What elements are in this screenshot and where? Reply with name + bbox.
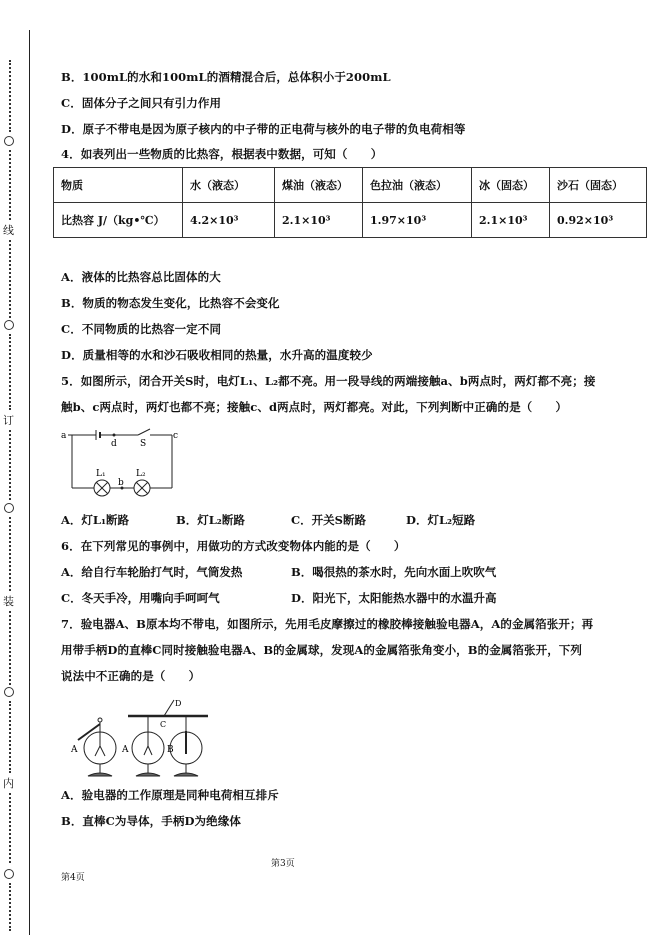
table-header-cell: 色拉油（液态） (363, 168, 472, 203)
q7-option-b: B．直棒C为导体，手柄D为绝缘体 (61, 814, 241, 828)
figure-label-b: B (167, 745, 174, 755)
q7-stem-line3: 说法中不正确的是（ ） (61, 669, 201, 683)
dotted-line (9, 430, 11, 500)
margin-char-xian: 线 (3, 224, 14, 237)
figure-label-a1: A (71, 745, 78, 755)
table-cell: 2.1×10³ (472, 203, 550, 238)
table-header-cell: 冰（固态） (472, 168, 550, 203)
dotted-line (9, 793, 11, 863)
q6-option-d: D．阳光下，太阳能热水器中的水温升高 (291, 591, 497, 605)
q4-option-b: B．物质的物态发生变化，比热容不会变化 (61, 296, 280, 310)
figure-label-a2: A (122, 745, 129, 755)
q5-option-b: B．灯L₂断路 (176, 513, 245, 527)
margin-char-zhuang: 装 (3, 595, 14, 608)
specific-heat-table (53, 167, 647, 238)
dotted-line (9, 150, 11, 220)
binding-hole-circle (4, 503, 14, 513)
margin-rule (29, 30, 30, 935)
q5-stem-line2: 触b、c两点时，两灯也都不亮；接触c、d两点时，两灯都亮。对此，下列判断中正确的是（ ） (61, 400, 568, 414)
dotted-line (9, 883, 11, 931)
dotted-line (9, 334, 11, 410)
circuit-label-s: S (140, 439, 147, 449)
table-header-row (54, 168, 647, 203)
figure-label-d: D (175, 699, 182, 708)
table-header-cell: 水（液态） (183, 168, 275, 203)
binding-hole-circle (4, 136, 14, 146)
binding-hole-circle (4, 869, 14, 879)
binding-hole-circle (4, 687, 14, 697)
dotted-line (9, 60, 11, 132)
margin-char-nei: 内 (3, 777, 14, 790)
electroscope-figure (56, 694, 216, 780)
circuit-label-c: c (173, 431, 179, 441)
q6-option-a: A．给自行车轮胎打气时，气筒发热 (61, 565, 243, 579)
q7-option-a: A．验电器的工作原理是同种电荷相互排斥 (61, 788, 279, 802)
table-row-label: 比热容 J/（kg•℃） (54, 203, 183, 238)
table-cell: 2.1×10³ (275, 203, 363, 238)
table-row (54, 203, 647, 238)
q5-option-a: A．灯L₁断路 (61, 513, 130, 527)
q3-option-c: C．固体分子之间只有引力作用 (61, 96, 222, 110)
dotted-line (9, 240, 11, 318)
table-cell: 4.2×10³ (183, 203, 275, 238)
table-cell: 1.97×10³ (363, 203, 472, 238)
table-header-cell: 煤油（液态） (275, 168, 363, 203)
q5-option-d: D．灯L₂短路 (406, 513, 476, 527)
figure-label-c: C (160, 720, 167, 729)
q7-stem-line1: 7．验电器A、B原本均不带电，如图所示，先用毛皮摩擦过的橡胶棒接触验电器A，A的金属箔张开；再 (61, 617, 594, 631)
margin-char-ding: 订 (3, 414, 14, 427)
q3-option-b: B．100mL的水和100mL的酒精混合后，总体积小于200mL (61, 70, 391, 84)
table-header-cell: 物质 (54, 168, 183, 203)
circuit-diagram (60, 426, 190, 501)
q5-stem-line1: 5．如图所示，闭合开关S时，电灯L₁、L₂都不亮。用一段导线的两端接触a、b两点时，两灯都不亮；接 (61, 374, 596, 388)
circuit-label-l2: L₂ (136, 469, 146, 479)
table-header-cell: 沙石（固态） (550, 168, 647, 203)
q3-option-d: D．原子不带电是因为原子核内的中子带的正电荷与核外的电子带的负电荷相等 (61, 122, 466, 136)
dotted-line (9, 517, 11, 591)
table-cell: 0.92×10³ (550, 203, 647, 238)
q5-option-c: C．开关S断路 (291, 513, 366, 527)
q6-stem: 6．在下列常见的事例中，用做功的方式改变物体内能的是（ ） (61, 539, 406, 553)
page-number-left: 第4页 (61, 873, 85, 883)
binding-hole-circle (4, 320, 14, 330)
circuit-label-b: b (118, 478, 124, 488)
q4-option-c: C．不同物质的比热容一定不同 (61, 322, 222, 336)
q4-option-d: D．质量相等的水和沙石吸收相同的热量，水升高的温度较少 (61, 348, 373, 362)
q4-stem: 4．如表列出一些物质的比热容，根据表中数据，可知（ ） (61, 147, 383, 161)
dotted-line (9, 701, 11, 773)
q4-option-a: A．液体的比热容总比固体的大 (61, 270, 221, 284)
dotted-line (9, 611, 11, 685)
circuit-label-d: d (111, 439, 117, 449)
page-number-center: 第3页 (271, 859, 295, 869)
circuit-label-a: a (61, 431, 67, 441)
circuit-label-l1: L₁ (96, 469, 106, 479)
q6-option-c: C．冬天手冷，用嘴向手呵呵气 (61, 591, 220, 605)
q6-option-b: B．喝很热的茶水时，先向水面上吹吹气 (291, 565, 497, 579)
q7-stem-line2: 用带手柄D的直棒C同时接触验电器A、B的金属球，发现A的金属箔张角变小，B的金属箔张开，下列 (61, 643, 583, 657)
